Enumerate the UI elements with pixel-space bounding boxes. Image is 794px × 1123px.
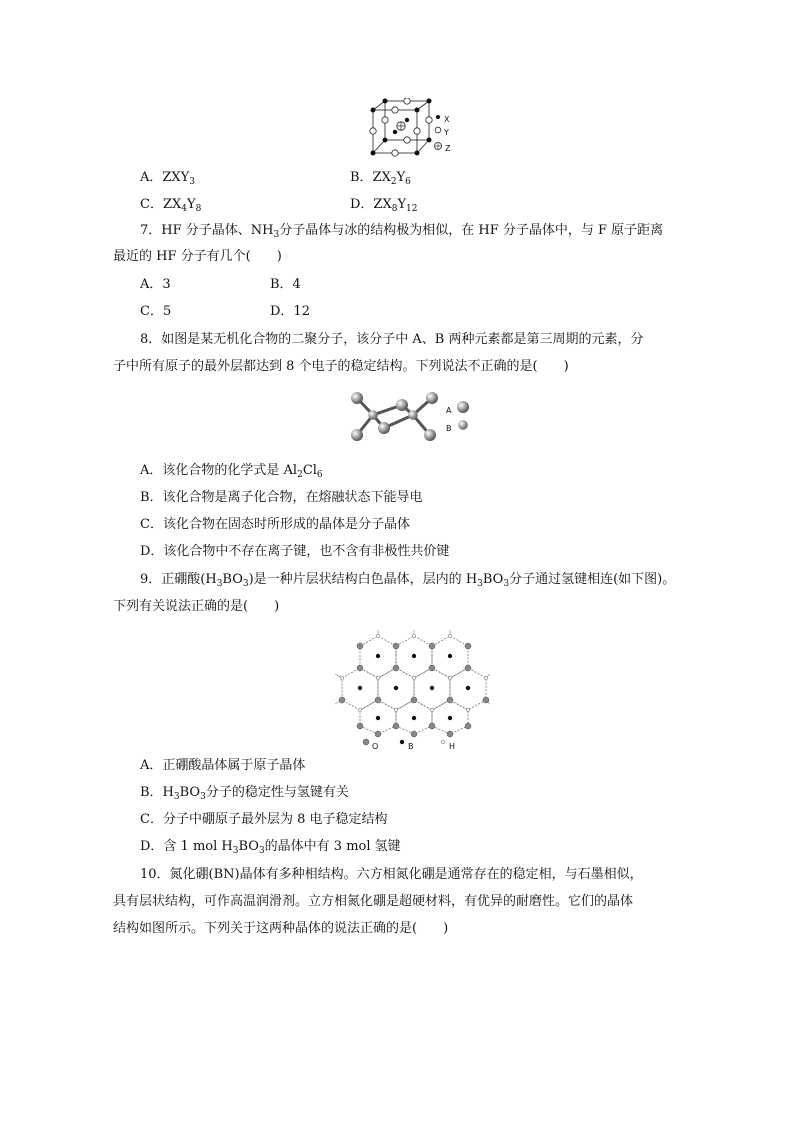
q7-stem-line2: 最近的 HF 分子有几个( ) xyxy=(113,249,282,264)
legend-b: B xyxy=(446,424,452,433)
legend-y: Y xyxy=(444,128,449,137)
q7-option-a: A．3 xyxy=(140,277,171,292)
q6-option-a: A．$ZXY_3$ xyxy=(140,170,195,187)
legend-z: Z xyxy=(445,144,451,153)
legend-boron: B xyxy=(408,742,414,751)
q8-option-c: C．该化合物在固态时所形成的晶体是分子晶体 xyxy=(140,517,410,532)
q7-option-c: C．5 xyxy=(140,304,172,319)
q8-stem-line1: 8．如图是某无机化合物的二聚分子，该分子中 A、B 两种元素都是第三周期的元素，分 xyxy=(140,332,644,347)
legend-a: A xyxy=(446,406,452,415)
q10-stem-line3: 结构如图所示。下列关于这两种晶体的说法正确的是( ) xyxy=(113,921,449,936)
q7-option-d: D．12 xyxy=(270,304,310,319)
q9-option-b: B．$H_3BO_3$分子的稳定性与氢键有关 xyxy=(140,785,349,802)
q10-stem-line2: 具有层状结构，可作高温润滑剂。立方相氮化硼是超硬材料，有优异的耐磨性。它们的晶体 xyxy=(113,894,634,909)
q9-option-d: D．含 1 mol $H_3BO_3$的晶体中有 3 mol 氢键 xyxy=(140,839,401,856)
dimer-molecule-figure xyxy=(345,388,475,450)
q9-stem-line2: 下列有关说法正确的是( ) xyxy=(113,599,280,614)
q9-option-a: A．正硼酸晶体属于原子晶体 xyxy=(140,758,306,773)
legend-x: X xyxy=(444,115,450,124)
q6-option-c: C．$ZX_4Y_8$ xyxy=(140,197,202,214)
q7-option-b: B．4 xyxy=(270,277,301,292)
legend-o: O xyxy=(372,742,379,751)
boric-acid-layer-figure xyxy=(330,628,490,750)
q10-stem-line1: 10．氮化硼(BN)晶体有多种相结构。六方相氮化硼是通常存在的稳定相，与石墨相似， xyxy=(140,867,643,882)
q7-stem-line1: 7．HF 分子晶体、$NH_3$分子晶体与冰的结构极为相似，在 HF 分子晶体中，与 F 原子距离 xyxy=(140,223,664,240)
legend-h: H xyxy=(449,742,456,751)
q6-option-d: D．$ZX_8Y_{12}$ xyxy=(350,197,418,214)
q9-stem-line1: 9．正硼酸$(H_3BO_3)$是一种片层状结构白色晶体，层内的 $H_3BO_3$分子通过氢键相连(如下图)。 xyxy=(140,572,676,589)
q8-option-b: B．该化合物是离子化合物，在熔融状态下能导电 xyxy=(140,490,423,505)
q8-option-d: D．该化合物中不存在离子键，也不含有非极性共价键 xyxy=(140,544,450,559)
q8-stem-line2: 子中所有原子的最外层都达到 8 个电子的稳定结构。下列说法不正确的是( ) xyxy=(113,359,569,374)
q6-option-b: B．$ZX_2Y_6$ xyxy=(350,170,411,187)
q9-option-c: C．分子中硼原子最外层为 8 电子稳定结构 xyxy=(140,812,388,827)
q8-option-a: A．该化合物的化学式是 $Al_2Cl_6$ xyxy=(140,463,323,480)
